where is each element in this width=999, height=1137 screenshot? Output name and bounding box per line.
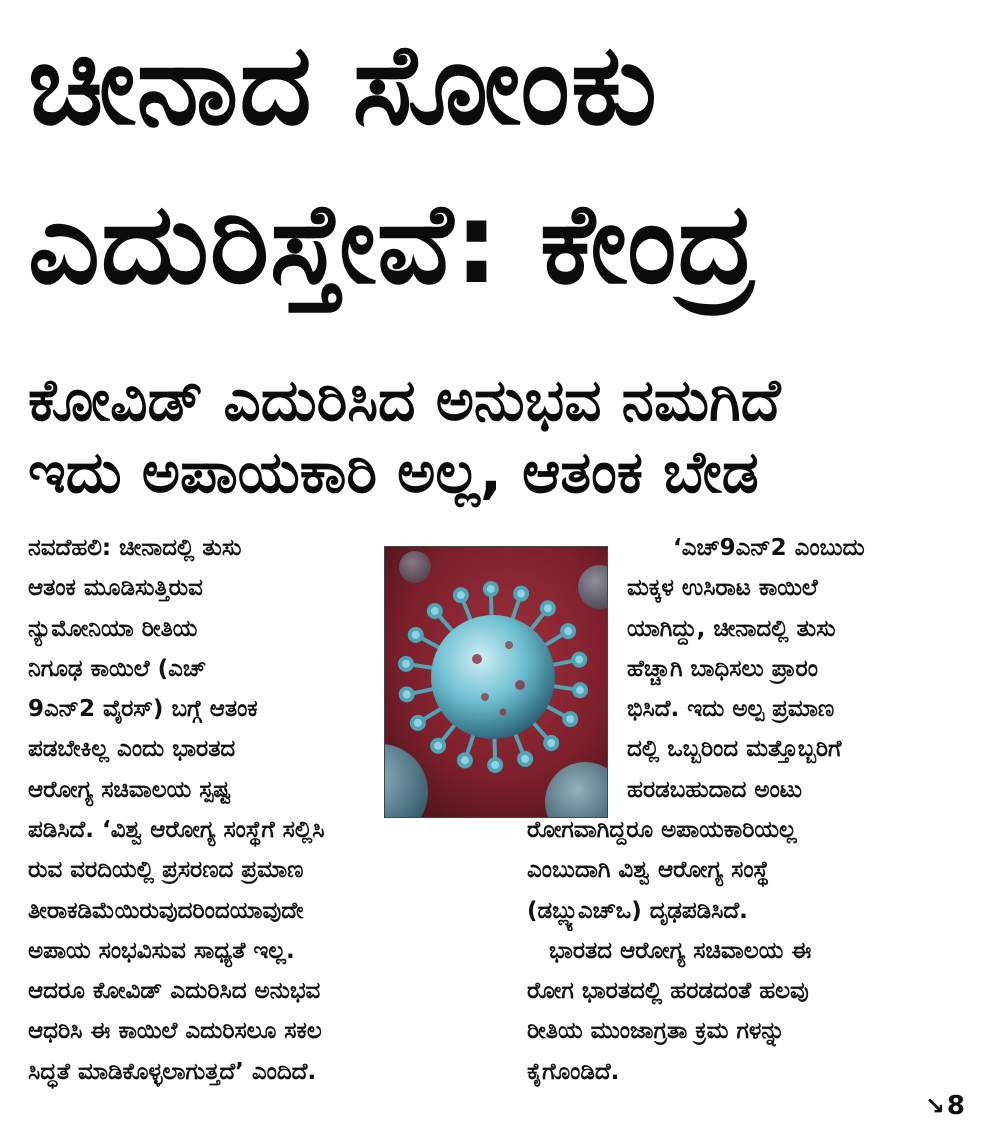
- article-line: ಪಡಬೇಕಿಲ್ಲ ಎಂದು ಭಾರತದ: [28, 736, 236, 763]
- article-line: ಸಿದ್ಧತೆ ಮಾಡಿಕೊಳ್ಳಲಾಗುತ್ತದೆ’ ಎಂದಿದೆ.: [28, 1058, 317, 1085]
- article-line: ನವದೆಹಲಿ: ಚೀನಾದಲ್ಲಿ ತುಸು: [28, 535, 242, 561]
- subheadline-line-1: ಕೋವಿಡ್ ಎದುರಿಸಿದ ಅನುಭವ ನಮಗಿದೆ: [28, 366, 781, 434]
- article-right-column-bottom: [527, 810, 969, 1092]
- article-line: ಪಡಿಸಿದೆ. ‘ವಿಶ್ವ ಆರೋಗ್ಯ ಸಂಸ್ಥೆಗೆ ಸಲ್ಲಿಸಿ: [28, 817, 325, 843]
- virus-spike-tip: [542, 602, 554, 614]
- article-line: ತೀರಾಕಡಿಮೆಯಿರುವುದರಿಂದಯಾವುದೇ: [28, 897, 304, 924]
- article-line: ಅಪಾಯ ಸಂಭವಿಸುವ ಸಾಧ್ಯತೆ ಇಲ್ಲ.: [28, 937, 295, 964]
- subheadline-line-2: ಇದು ಅಪಾಯಕಾರಿ ಅಲ್ಲ, ಆತಂಕ ಬೇಡ: [28, 438, 759, 506]
- article-left-column-top: [28, 528, 378, 810]
- article-line: ಭಿಸಿದೆ. ಇದು ಅಲ್ಪ ಪ್ರಮಾಣ: [627, 696, 835, 723]
- article-left-column-bottom: [28, 810, 491, 1092]
- virus-spike-tip: [573, 654, 585, 666]
- virus-spike-tip: [489, 759, 501, 771]
- virus-spike-tip: [485, 583, 497, 595]
- headline-line-2: ಎದುರಿಸ್ತೇವೆ: ಕೇಂದ್ರ: [28, 179, 756, 309]
- article-line: ಭಾರತದ ಆರೋಗ್ಯ ಸಚಿವಾಲಯ ಈ: [549, 937, 812, 964]
- article-line: ನ್ಯುಮೋನಿಯಾ ರೀತಿಯ: [28, 615, 198, 642]
- article-line: 9ಎನ್2 ವೈರಸ್) ಬಗ್ಗೆ ಆತಂಕ: [28, 696, 258, 723]
- virus-spike-tip: [429, 605, 441, 617]
- article-line: ಆತಂಕ ಮೂಡಿಸುತ್ತಿರುವ: [28, 575, 203, 602]
- virus-spike-tip: [412, 717, 424, 729]
- article-right-column-top: [627, 528, 969, 810]
- article-line: ಯಾಗಿದ್ದು, ಚೀನಾದಲ್ಲಿ ತುಸು: [627, 615, 836, 642]
- article-line: ಆದರೂ ಕೋವಿಡ್ ಎದುರಿಸಿದ ಅನುಭವ: [28, 978, 321, 1005]
- continued-on-page[interactable]: [925, 1091, 965, 1121]
- south-east-arrow-icon: ↘: [924, 1092, 945, 1120]
- headline-line-1: ಚೀನಾದ ಸೋಂಕು: [28, 20, 658, 150]
- article-line: ಆಧರಿಸಿ ಈ ಕಾಯಿಲೆ ಎದುರಿಸಲೂ ಸಕಲ: [28, 1018, 322, 1045]
- article-line: ಮಕ್ಕಳ ಉಸಿರಾಟ ಕಾಯಿಲೆ: [627, 575, 818, 602]
- virus-spike-tip: [562, 625, 574, 637]
- article-line: ಹರಡಬಹುದಾದ ಅಂಟು: [627, 776, 803, 803]
- virus-spike-tip: [564, 713, 576, 725]
- article-line: ರುವ ವರದಿಯಲ್ಲಿ ಪ್ರಸರಣದ ಪ್ರಮಾಣ: [28, 857, 304, 884]
- virus-spike-tip: [545, 737, 557, 749]
- continued-page-number: 8: [946, 1091, 965, 1121]
- virus-spike-tip: [459, 754, 471, 766]
- virus-spike-tip: [432, 740, 444, 752]
- article-line: ‘ಎಚ್9ಎನ್2 ಎಂಬುದು: [673, 535, 865, 561]
- virus-spike-tip: [515, 588, 527, 600]
- article-line: ರೋಗವಾಗಿದ್ದರೂ ಅಪಾಯಕಾರಿಯಲ್ಲ: [527, 817, 797, 843]
- article-line: ಕೈಗೊಂಡಿದೆ.: [527, 1058, 620, 1085]
- article-line: ದಲ್ಲಿ ಒಬ್ಬರಿಂದ ಮತ್ತೊಬ್ಬರಿಗೆ: [627, 736, 842, 763]
- virus-spike-tip: [400, 658, 412, 670]
- virus-spike-tip: [455, 589, 467, 601]
- article-line: ರೋಗ ಭಾರತದಲ್ಲಿ ಹರಡದಂತೆ ಹಲವು: [527, 978, 809, 1005]
- virus-spike-tip: [401, 688, 413, 700]
- article-line: ಹೆಚ್ಚಾಗಿ ಬಾಧಿಸಲು ಪ್ರಾರಂ: [627, 655, 818, 682]
- article-line: ಎಂಬುದಾಗಿ ವಿಶ್ವ ಆರೋಗ್ಯ ಸಂಸ್ಥೆ: [527, 857, 770, 884]
- virus-spike-tip: [574, 684, 586, 696]
- article-line: ಆರೋಗ್ಯ ಸಚಿವಾಲಯ ಸ್ಪಷ್ಟ: [28, 776, 231, 803]
- article-line: (ಡಬ್ಲ್ಯುಎಚ್ಒ) ದೃಢಪಡಿಸಿದೆ.: [527, 897, 748, 924]
- virus-spike-tip: [410, 629, 422, 641]
- coronavirus-illustration: [384, 546, 608, 818]
- virus-illustration-svg: [385, 547, 607, 817]
- virus-spike-tip: [519, 753, 531, 765]
- article-line: ನಿಗೂಢ ಕಾಯಿಲೆ (ಎಚ್: [28, 655, 207, 682]
- article-line: ರೀತಿಯ ಮುಂಜಾಗ್ರತಾ ಕ್ರಮ ಗಳನ್ನು: [527, 1018, 785, 1045]
